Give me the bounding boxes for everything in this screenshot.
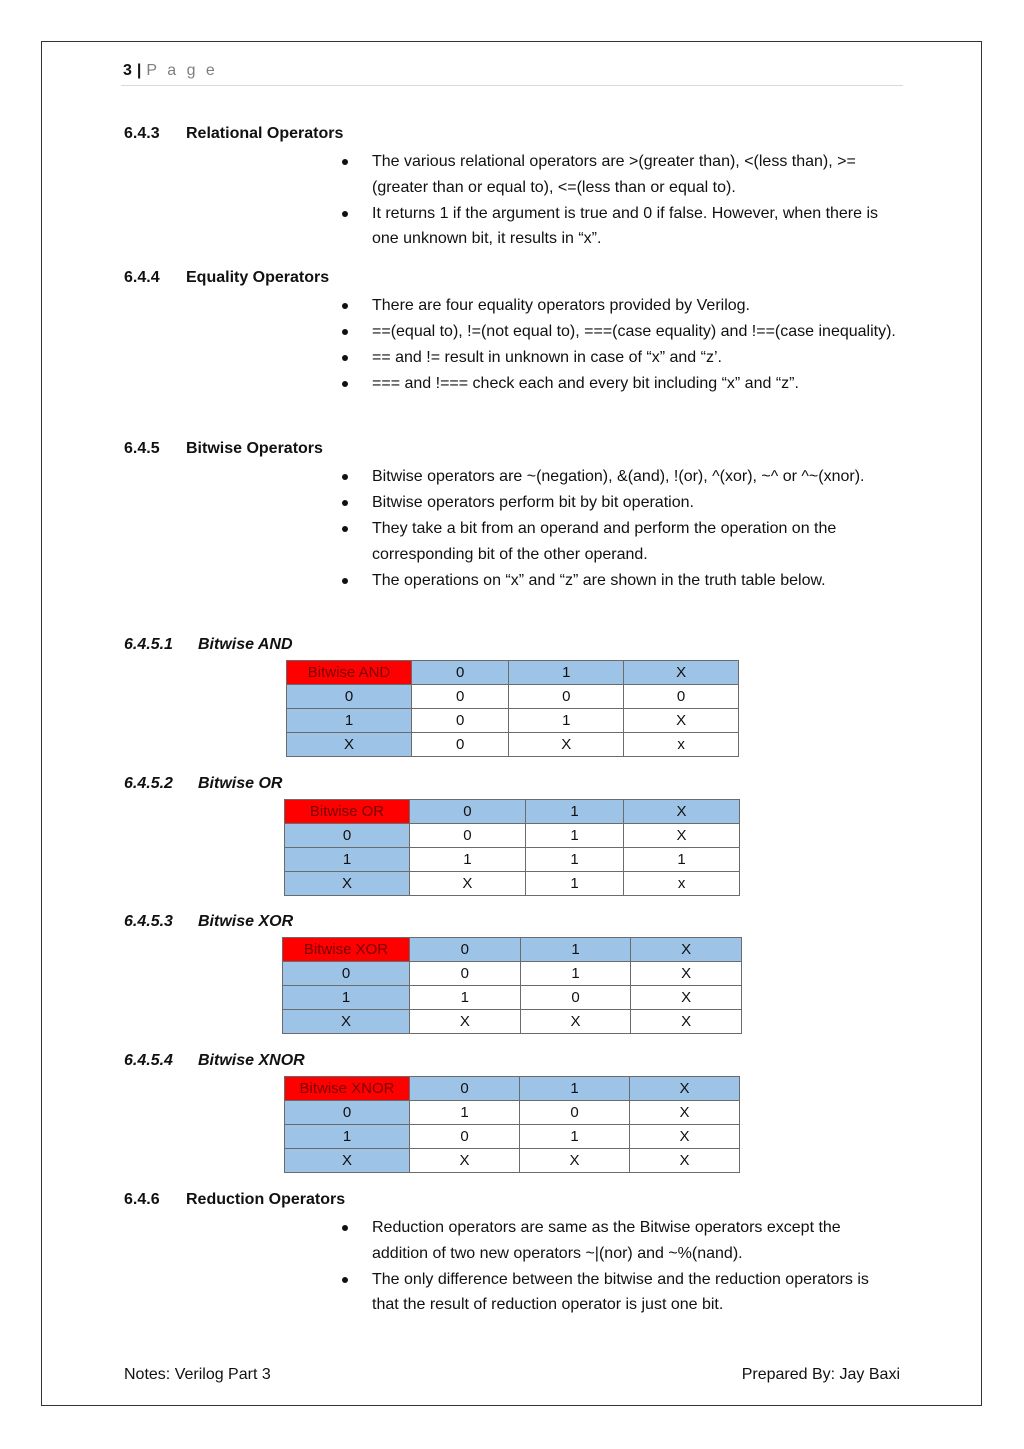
table-corner: Bitwise AND [287, 661, 412, 685]
table-cell: 0 [412, 733, 509, 757]
section-number: 6.4.4 [124, 269, 160, 286]
table-cell: 1 [410, 986, 521, 1010]
table-cell: 0 [509, 685, 624, 709]
bullet-icon [342, 578, 348, 584]
truth-table-and [286, 660, 739, 757]
footer-notes: Notes: Verilog Part 3 [124, 1366, 271, 1383]
table-row [283, 986, 742, 1010]
table-cell: 0 [624, 685, 739, 709]
column-header: 0 [410, 1077, 520, 1101]
table-cell: X [631, 962, 742, 986]
table-row [285, 1101, 740, 1125]
table-header-row [287, 661, 739, 685]
row-header: 1 [283, 986, 410, 1010]
table-cell: 0 [412, 709, 509, 733]
row-header: X [285, 1149, 410, 1173]
table-header-row [285, 1077, 740, 1101]
row-header: 0 [285, 824, 410, 848]
bullet-icon [342, 329, 348, 335]
bullet-text: There are four equality operators provided by Verilog. [372, 297, 750, 314]
column-header: 0 [412, 661, 509, 685]
column-header: 1 [509, 661, 624, 685]
section-title: Relational Operators [186, 125, 344, 142]
column-header: X [624, 800, 740, 824]
heading-bitwise [124, 440, 323, 458]
list-item [340, 293, 900, 319]
relational-bullets [340, 149, 900, 252]
section-number: 6.4.6 [124, 1191, 160, 1208]
table-cell: 1 [525, 848, 623, 872]
section-title: Bitwise Operators [186, 440, 323, 457]
bullet-text: The operations on “x” and “z” are shown in the truth table below. [372, 571, 826, 589]
table-cell: x [624, 872, 740, 896]
bullet-text: Reduction operators are same as the Bitwise operators except the addition of two new operators ~|(nor) and ~%(nand). [372, 1219, 841, 1262]
row-header: 1 [285, 1125, 410, 1149]
bullet-text: Bitwise operators are ~(negation), &(and), !(or), ^(xor), ~^ or ^~(xnor). [372, 468, 865, 485]
bullet-icon [342, 474, 348, 480]
section-number: 6.4.5 [124, 440, 160, 457]
table-header-row [283, 938, 742, 962]
list-item [340, 568, 900, 594]
table-cell: X [630, 1125, 740, 1149]
table-corner: Bitwise XNOR [285, 1077, 410, 1101]
table-cell: X [631, 986, 742, 1010]
heading-relational [124, 125, 343, 143]
table-corner: Bitwise XOR [283, 938, 410, 962]
heading-bitwise-xor [124, 913, 293, 931]
list-item [340, 490, 900, 516]
table-cell: X [624, 709, 739, 733]
bullet-icon [342, 1225, 348, 1231]
table-cell: 0 [520, 986, 631, 1010]
table-row [287, 685, 739, 709]
table-cell: X [631, 1010, 742, 1034]
row-header: 1 [287, 709, 412, 733]
table-row [285, 824, 740, 848]
column-header: X [631, 938, 742, 962]
heading-equality [124, 269, 329, 287]
bullet-icon [342, 500, 348, 506]
section-title: Bitwise AND [198, 636, 293, 653]
bullet-text: == and != result in unknown in case of “x” and “z’. [372, 349, 722, 366]
list-item [340, 371, 900, 397]
table-cell: 0 [412, 685, 509, 709]
bullet-text: === and !=== check each and every bit including “x” and “z”. [372, 375, 799, 392]
bullet-icon [342, 303, 348, 309]
section-title: Bitwise XNOR [198, 1052, 305, 1069]
row-header: 1 [285, 848, 410, 872]
bullet-text: It returns 1 if the argument is true and 0 if false. However, when there is one unknown bit, it results in “x”. [372, 204, 879, 247]
footer-author: Prepared By: Jay Baxi [741, 1366, 900, 1383]
section-number: 6.4.5.4 [124, 1052, 173, 1069]
heading-reduction [124, 1191, 345, 1209]
column-header: 0 [410, 938, 521, 962]
list-item [340, 1267, 900, 1318]
table-cell: X [624, 824, 740, 848]
header-rule [121, 85, 903, 86]
table-row [287, 733, 739, 757]
reduction-bullets [340, 1215, 900, 1318]
table-cell: X [520, 1010, 631, 1034]
table-cell: 1 [410, 848, 526, 872]
heading-bitwise-or [124, 775, 282, 793]
bullet-icon [342, 526, 348, 532]
list-item [340, 1215, 900, 1266]
list-item [340, 319, 900, 345]
table-cell: X [630, 1101, 740, 1125]
table-cell: X [410, 1010, 521, 1034]
table-cell: 0 [410, 962, 521, 986]
bullet-text: The only difference between the bitwise and the reduction operators is that the result of reduction operator is just one bit. [372, 1270, 869, 1313]
table-cell: 0 [520, 1101, 630, 1125]
row-header: 0 [285, 1101, 410, 1125]
section-number: 6.4.5.1 [124, 636, 173, 653]
column-header: 1 [520, 1077, 630, 1101]
table-cell: 0 [410, 824, 526, 848]
truth-table-xnor [284, 1076, 740, 1173]
list-item [340, 464, 900, 490]
table-cell: 1 [520, 962, 631, 986]
table-cell: 1 [509, 709, 624, 733]
list-item [340, 201, 900, 252]
section-title: Bitwise OR [198, 775, 283, 792]
bullet-text: Bitwise operators perform bit by bit operation. [372, 494, 694, 511]
bullet-icon [342, 381, 348, 387]
table-cell: X [410, 872, 526, 896]
list-item [340, 149, 900, 200]
bullet-icon [342, 211, 348, 217]
table-cell: 1 [525, 824, 623, 848]
column-header: 0 [410, 800, 526, 824]
section-number: 6.4.5.3 [124, 913, 173, 930]
bullet-text: ==(equal to), !=(not equal to), ===(case equality) and !==(case inequality). [372, 323, 896, 340]
row-header: X [285, 872, 410, 896]
heading-bitwise-xnor [124, 1052, 305, 1070]
row-header: 0 [283, 962, 410, 986]
table-cell: X [520, 1149, 630, 1173]
equality-bullets [340, 293, 900, 397]
table-cell: 0 [410, 1125, 520, 1149]
truth-table-xor [282, 937, 742, 1034]
column-header: 1 [520, 938, 631, 962]
bullet-text: They take a bit from an operand and perform the operation on the corresponding bit of the other operand. [372, 520, 837, 563]
table-cell: 1 [410, 1101, 520, 1125]
list-item [340, 345, 900, 371]
table-cell: X [410, 1149, 520, 1173]
list-item [340, 516, 900, 567]
section-title: Equality Operators [186, 269, 330, 286]
row-header: X [283, 1010, 410, 1034]
bullet-icon [342, 355, 348, 361]
heading-bitwise-and [124, 636, 293, 654]
column-header: 1 [525, 800, 623, 824]
row-header: 0 [287, 685, 412, 709]
table-corner: Bitwise OR [285, 800, 410, 824]
truth-table-or [284, 799, 740, 896]
table-cell: X [630, 1149, 740, 1173]
table-row [285, 1125, 740, 1149]
bullet-icon [342, 1277, 348, 1283]
column-header: X [624, 661, 739, 685]
table-cell: 1 [525, 872, 623, 896]
page-header [123, 62, 218, 80]
table-cell: x [624, 733, 739, 757]
table-header-row [285, 800, 740, 824]
bullet-text: The various relational operators are >(greater than), <(less than), >=(greater than or equal to), <=(less than or equal to). [372, 153, 856, 196]
table-row [283, 962, 742, 986]
bullet-icon [342, 159, 348, 165]
column-header: X [630, 1077, 740, 1101]
table-row [285, 1149, 740, 1173]
section-number: 6.4.5.2 [124, 775, 173, 792]
table-cell: X [509, 733, 624, 757]
table-row [283, 1010, 742, 1034]
page-label: P a g e [146, 62, 218, 79]
section-number: 6.4.3 [124, 125, 160, 142]
section-title: Bitwise XOR [198, 913, 294, 930]
table-cell: 1 [624, 848, 740, 872]
table-cell: 1 [520, 1125, 630, 1149]
row-header: X [287, 733, 412, 757]
table-row [285, 848, 740, 872]
page-number: 3 [123, 62, 133, 79]
table-row [285, 872, 740, 896]
section-title: Reduction Operators [186, 1191, 346, 1208]
bitwise-bullets [340, 464, 900, 594]
header-separator: | [136, 62, 143, 79]
table-row [287, 709, 739, 733]
